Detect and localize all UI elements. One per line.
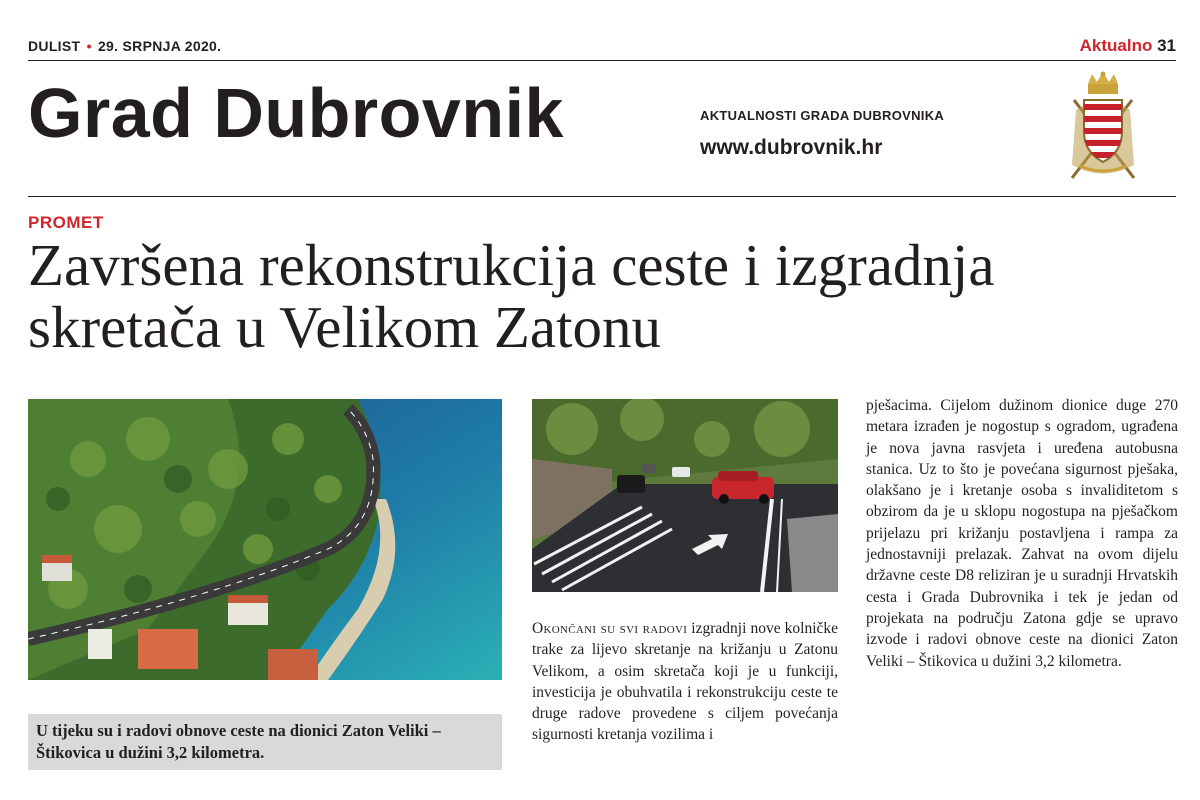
website-link[interactable]: www.dubrovnik.hr xyxy=(700,136,883,159)
dubrovnik-coat-of-arms-icon xyxy=(1066,70,1140,186)
section-name: Aktualno xyxy=(1079,36,1153,55)
lead-words: Okončani su svi radovi xyxy=(532,620,688,637)
aerial-road-photo xyxy=(28,399,502,680)
article-kicker: PROMET xyxy=(28,213,104,232)
body-text-part-2: pješacima. Cijelom dužinom dionice duge 270 metara izrađen je nogostup s ogradom, ugrađena je nova javna rasvjeta i uređena autobusna stanica. Uz to što je povećana sigurnost pješaka, olakšano je i kretanje osoba s invaliditetom s obzirom da je u sklopu nogostupa na pješačkom prijelazu pri križanju postavljena i rampa za jednostavniji prelazak. Zahvat na ovom dijelu državne ceste D8 reliziran je u suradnji Hrvatskih cesta i Grada Dubrovnika i tek je jedan od projekata na području Zatona gdje se upravo izvode i radovi obnove ceste na dionici Zaton Veliki – Štikovica u dužini 3,2 kilometra. xyxy=(866,397,1178,670)
publication-name: DULIST xyxy=(28,38,81,54)
running-header xyxy=(28,36,1176,58)
separator-dot-icon: • xyxy=(86,38,92,54)
top-rule xyxy=(28,60,1176,61)
body-column-2 xyxy=(532,618,838,746)
photo-caption: U tijeku su i radovi obnove ceste na dionici Zaton Veliki – Štikovica u dužini 3,2 kilometra. xyxy=(36,721,441,762)
photo-caption-box xyxy=(28,714,502,770)
intersection-photo xyxy=(532,399,838,592)
masthead-title: Grad Dubrovnik xyxy=(28,74,564,152)
body-text-part-1: izgradnji nove kolničke trake za lijevo skretanje na križanju u Zatonu Velikom, a osim skretača koji je u funkciji, investicija je obuhvatila i rekonstrukciju ceste te druge radove provedene s ciljem povećanja sigurnosti kretanja vozilima i xyxy=(532,620,839,744)
masthead-rule xyxy=(28,196,1176,197)
article-headline: Završena rekonstrukcija ceste i izgradnja skretača u Velikom Zatonu xyxy=(28,232,995,360)
body-column-3 xyxy=(866,395,1178,672)
page-number: 31 xyxy=(1157,36,1176,55)
issue-date: 29. SRPNJA 2020. xyxy=(97,38,222,54)
masthead-tagline: AKTUALNOSTI GRADA DUBROVNIKA xyxy=(700,108,945,123)
